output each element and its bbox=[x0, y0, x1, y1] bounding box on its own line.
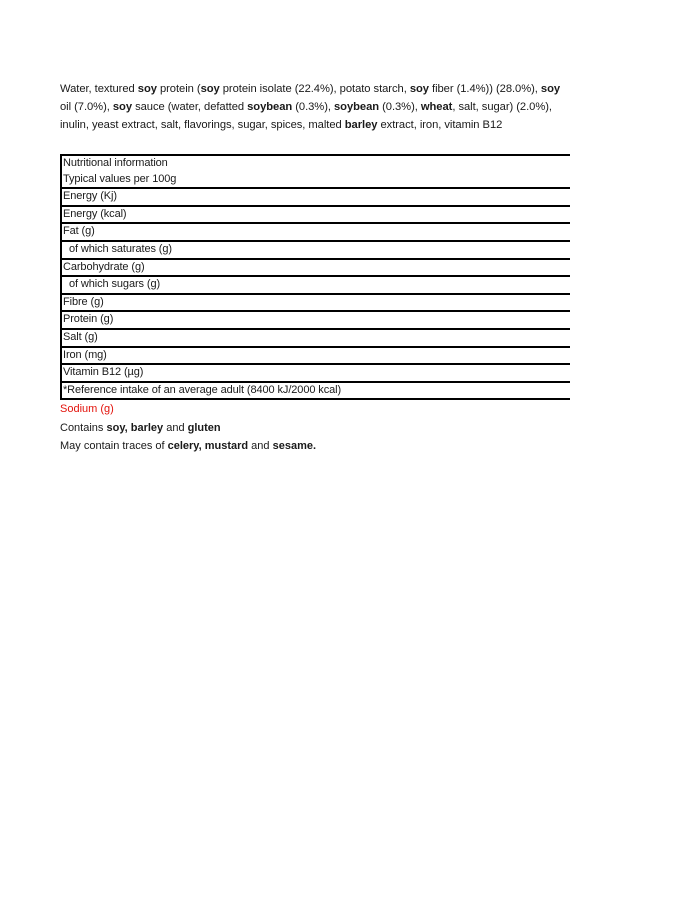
ingredients-text bbox=[60, 80, 570, 134]
allergen-soybean: soybean bbox=[334, 101, 380, 113]
nutrition-row-fibre: Fibre (g) bbox=[60, 295, 570, 313]
contains-text: and bbox=[163, 421, 188, 434]
traces-text: and bbox=[248, 440, 273, 453]
ingredients-text-part: fiber (1.4%)) (28.0%), bbox=[428, 83, 541, 95]
ingredients-text-part: Water, textured bbox=[60, 83, 138, 95]
nutrition-row-saturates: of which saturates (g) bbox=[60, 242, 570, 260]
allergen-wheat: wheat bbox=[420, 101, 453, 113]
contains-text: Contains bbox=[60, 421, 107, 434]
nutrition-row-iron: Iron (mg) bbox=[60, 348, 570, 366]
traces-allergens-bold: celery, mustard bbox=[167, 440, 249, 453]
contains-allergens bbox=[60, 420, 570, 438]
contains-allergens-bold: soy, barley bbox=[106, 421, 164, 434]
sodium-text: Sodium (g) bbox=[60, 403, 114, 416]
nutrition-subtitle: Typical values per 100g bbox=[60, 172, 570, 190]
nutrition-row-carbohydrate: Carbohydrate (g) bbox=[60, 260, 570, 278]
nutrition-row-protein: Protein (g) bbox=[60, 312, 570, 330]
nutrition-row-fat: Fat (g) bbox=[60, 224, 570, 242]
allergen-barley: barley bbox=[344, 119, 378, 131]
nutrition-table bbox=[60, 154, 570, 400]
allergen-soy: soy bbox=[200, 83, 220, 95]
sodium-label bbox=[60, 401, 570, 419]
nutrition-row-sugars: of which sugars (g) bbox=[60, 277, 570, 295]
allergen-soy: soy bbox=[137, 83, 157, 95]
nutrition-row-vitamin-b12: Vitamin B12 (µg) bbox=[60, 365, 570, 383]
allergen-soy: soy bbox=[540, 83, 561, 95]
traces-sesame-bold: sesame. bbox=[272, 440, 317, 453]
traces-text: May contain traces of bbox=[60, 440, 168, 453]
allergen-soybean: soybean bbox=[247, 101, 293, 113]
ingredients-text-part: protein ( bbox=[156, 83, 201, 95]
nutrition-row-energy-kcal: Energy (kcal) bbox=[60, 207, 570, 225]
nutrition-row-salt: Salt (g) bbox=[60, 330, 570, 348]
ingredients-text-part: (0.3%), bbox=[292, 101, 334, 113]
nutrition-title: Nutritional information bbox=[60, 156, 570, 172]
ingredients-text-part: protein isolate (22.4%), potato starch, bbox=[219, 83, 410, 95]
allergen-soy: soy bbox=[112, 101, 133, 113]
nutrition-reference-note: *Reference intake of an average adult (8400 kJ/2000 kcal) bbox=[60, 383, 570, 401]
ingredients-text-part: , salt, sugar) (2.0%), inulin, yeast extract, salt, flavorings, sugar, spices, malted bbox=[60, 101, 552, 131]
contains-gluten-bold: gluten bbox=[187, 421, 221, 434]
ingredients-text-part: extract, iron, vitamin B12 bbox=[377, 119, 503, 131]
document-page bbox=[60, 80, 570, 456]
ingredients-text-part: oil (7.0%), bbox=[60, 101, 113, 113]
allergen-soy: soy bbox=[409, 83, 429, 95]
ingredients-text-part: sauce (water, defatted bbox=[132, 101, 248, 113]
ingredients-text-part: (0.3%), bbox=[379, 101, 421, 113]
nutrition-row-energy-kj: Energy (Kj) bbox=[60, 189, 570, 207]
may-contain-traces bbox=[60, 438, 570, 456]
